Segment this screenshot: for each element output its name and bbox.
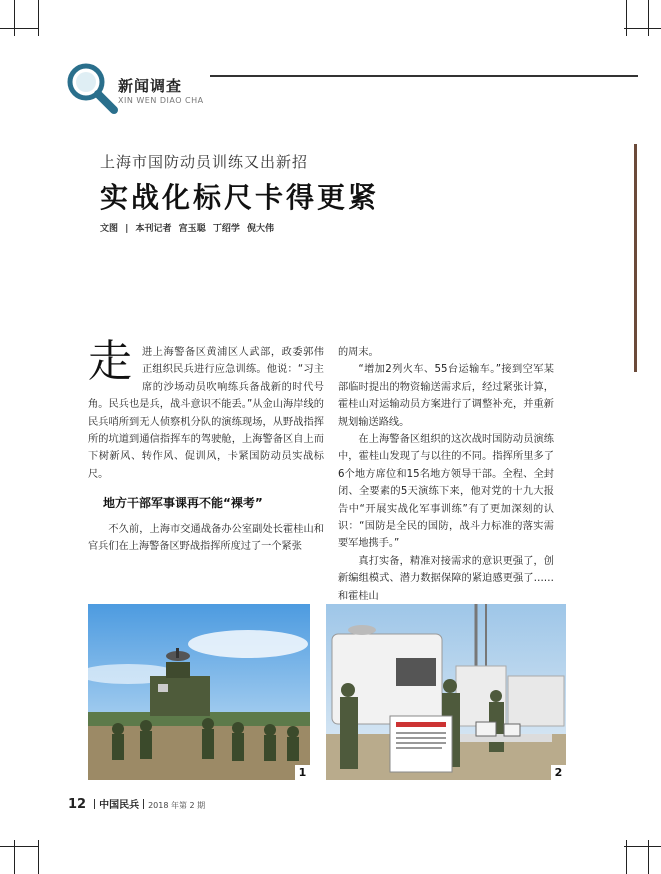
paragraph: “增加2列火车、55台运输车。”接到空军某部临时提出的物资输送需求后，经过紧张计算，霍桂山对运输动员方案进行了调整补充，并重新规划输送路线。 (338, 364, 554, 428)
photo-2 (326, 604, 566, 780)
crop-mark (648, 0, 649, 36)
magnifier-icon (62, 58, 122, 118)
crop-mark (624, 28, 661, 29)
page-number: 12 (68, 797, 87, 812)
crop-mark (624, 846, 661, 847)
decorative-bar (634, 144, 637, 372)
paragraph-text: 进上海警备区黄浦区人武部，政委郭伟正组织民兵进行应急训练。他说：“习主席的沙场动员吹响练兵备战新的时代号角。民兵也是兵，战斗意识不能丢。”从金山海岸线的民兵哨所到无人侦察机分队的演练现场，从野战指挥所的坑道到通信指挥车的驾驶舱，上海警备区自上而下树新风、转作风、促训风，卡紧国防动员实战标尺。 (88, 347, 324, 480)
separator (143, 799, 144, 809)
crop-mark (0, 846, 38, 847)
article-title: 实战化标尺卡得更紧 (100, 181, 380, 214)
crop-mark (626, 0, 627, 36)
article-byline: 文图 | 本刊记者 宫玉聪 丁绍学 倪大伟 (100, 224, 274, 234)
paragraph: 真打实备，精准对接需求的意识更强了，创新编组模式、潜力数据保障的紧迫感更强了……和霍桂山 (338, 555, 554, 602)
paragraph: 不久前，上海市交通战备办公室副处长霍桂山和官兵们在上海警备区野战指挥所度过了一个紧张 (88, 524, 324, 553)
crop-mark (38, 840, 39, 874)
drop-cap: 走 (88, 336, 132, 387)
issue-label: 2018 年第 2 期 (148, 801, 206, 810)
article-subtitle: 上海市国防动员训练又出新招 (100, 153, 309, 171)
paragraph-intro (88, 336, 324, 483)
crop-mark (14, 840, 15, 874)
section-header (62, 58, 642, 118)
photo-1 (88, 604, 310, 780)
photo-number: 1 (295, 765, 310, 780)
photo-number: 2 (551, 765, 566, 780)
section-pinyin: XIN WEN DIAO CHA (118, 96, 204, 105)
separator (94, 799, 95, 809)
crop-mark (0, 28, 38, 29)
photo-1-image (88, 604, 310, 780)
paragraph: 在上海警备区组织的这次战时国防动员演练中，霍桂山发现了与以往的不同。指挥所里多了6个地方席位和15名地方领导干部。全程、全封闭、全要素的5天演练下来，他对党的十九大报告中“开展实战化军事训练”有了更加深刻的认识：“国防是全民的国防，战斗力标准的落实需要军地携手。” (338, 434, 554, 550)
magazine-name: 中国民兵 (99, 800, 140, 811)
section-heading: 地方干部军事课再不能“裸考” (103, 496, 263, 510)
section-rule (210, 75, 638, 77)
photo-2-image (326, 604, 566, 780)
column-2 (338, 344, 554, 605)
crop-mark (648, 840, 649, 874)
crop-mark (38, 0, 39, 36)
page-footer (68, 796, 205, 812)
crop-mark (626, 840, 627, 874)
section-title: 新闻调查 (118, 77, 183, 95)
crop-mark (14, 0, 15, 36)
paragraph: 的周末。 (338, 347, 379, 358)
